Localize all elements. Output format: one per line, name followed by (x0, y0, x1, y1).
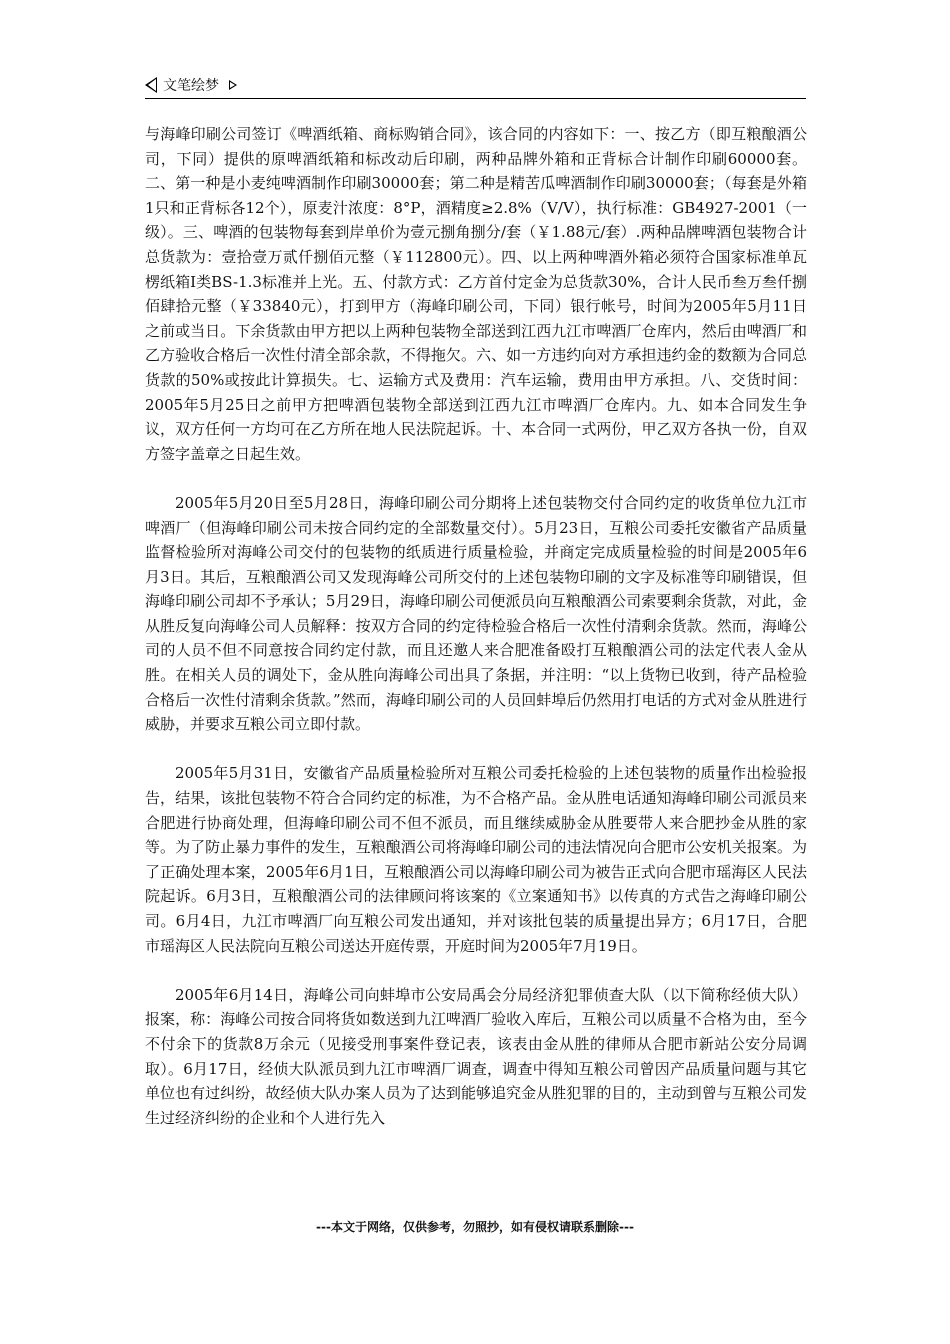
paragraph-police-report: 2005年6月14日，海峰公司向蚌埠市公安局禹会分局经济犯罪侦查大队（以下简称经侦大队）报案，称：海峰公司按合同将货如数送到九江啤酒厂验收入库后，互粮公司以质量不合格为由，至今不付余下的货款8万余元（见接受刑事案件登记表，该表由金从胜的律师从合肥市新站公安分局调取）。6月17日，经侦大队派员到九江市啤酒厂调查，调查中得知互粮公司曾因产品质量问题与其它单位也有过纠纷，故经侦大队办案人员为了达到能够追究金从胜犯罪的目的，主动到曾与互粮公司发生过经济纠纷的企业和个人进行先入 (145, 985, 807, 1127)
paragraph-delivery: 2005年5月20日至5月28日，海峰印刷公司分期将上述包装物交付合同约定的收货单位九江市啤酒厂（但海峰印刷公司未按合同约定的全部数量交付）。5月23日，互粮公司委托安徽省产品质量监督检验所对海峰公司交付的包装物的纸质进行质量检验，并商定完成质量检验的时间是2005年6月3日。其后，互粮酿酒公司又发现海峰公司所交付的上述包装物印刷的文字及标准等印刷错误，但海峰印刷公司却不予承认；5月29日，海峰印刷公司便派员向互粮酿酒公司索要剩余货款，对此，金从胜反复向海峰公司人员解释：按双方合同的约定待检验合格后一次性付清剩余货款。然而，海峰公司的人员不但不同意按合同约定付款，而且还邀人来合肥准备殴打互粮酿酒公司的法定代表人金从胜。在相关人员的调处下，金从胜向海峰公司出具了条据，并注明：“以上货物已收到，待产品检验合格后一次性付清剩余货款。”然而，海峰印刷公司的人员回蚌埠后仍然用打电话的方式对金从胜进行威胁，并要求互粮公司立即付款。 (145, 493, 807, 734)
document-body (145, 122, 807, 1155)
paragraph-contract-terms: 与海峰印刷公司签订《啤酒纸箱、商标购销合同》，该合同的内容如下：一、按乙方（即互粮酿酒公司，下同）提供的原啤酒纸箱和标改动后印刷，两种品牌外箱和正背标合计制作印刷60000套。二、第一种是小麦纯啤酒制作印刷30000套；第二种是精苦瓜啤酒制作印刷30000套；（每套是外箱1只和正背标各12个），原麦汁浓度：8°P，酒精度≥2.8%（V/V），执行标准：GB4927-2001（一级）。三、啤酒的包装物每套到岸单价为壹元捌角捌分/套（￥1.88元/套）.两种品牌啤酒包装物合计总货款为：壹拾壹万贰仟捌佰元整（￥112800元）。四、以上两种啤酒外箱必须符合国家标准单瓦楞纸箱Ⅰ类BS-1.3标准并上光。五、付款方式：乙方首付定金为总货款30%，合计人民币叁万叁仟捌佰肆拾元整（￥33840元），打到甲方（海峰印刷公司，下同）银行帐号，时间为2005年5月11日之前或当日。下余货款由甲方把以上两种包装物全部送到江西九江市啤酒厂仓库内，然后由啤酒厂和乙方验收合格后一次性付清全部余款，不得拖欠。六、如一方违约向对方承担违约金的数额为合同总货款的50%或按此计算损失。七、运输方式及费用：汽车运输，费用由甲方承担。八、交货时间：2005年5月25日之前甲方把啤酒包装物全部送到江西九江市啤酒厂仓库内。九、如本合同发生争议，双方任何一方均可在乙方所在地人民法院起诉。十、本合同一式两份，甲乙双方各执一份，自双方签字盖章之日起生效。 (145, 125, 807, 463)
triangle-left-icon (145, 77, 157, 93)
page-header (145, 72, 806, 99)
header-title: 文笔绘梦 (163, 78, 219, 94)
triangle-right-icon (229, 80, 237, 90)
page-footer: ---本文于网络，仅供参考，勿照抄，如有侵权请联系删除--- (316, 1220, 634, 1234)
paragraph-inspection: 2005年5月31日，安徽省产品质量检验所对互粮公司委托检验的上述包装物的质量作出检验报告，结果，该批包装物不符合合同约定的标准，为不合格产品。金从胜电话通知海峰印刷公司派员来合肥进行协商处理，但海峰印刷公司不但不派员，而且继续威胁金从胜要带人来合肥抄金从胜的家等。为了防止暴力事件的发生，互粮酿酒公司将海峰印刷公司的违法情况向合肥市公安机关报案。为了正确处理本案，2005年6月1日，互粮酿酒公司以海峰印刷公司为被告正式向合肥市瑶海区人民法院起诉。6月3日，互粮酿酒公司的法律顾问将该案的《立案通知书》以传真的方式告之海峰印刷公司。6月4日，九江市啤酒厂向互粮公司发出通知，并对该批包装的质量提出异方；6月17日，合肥市瑶海区人民法院向互粮公司送达开庭传票，开庭时间为2005年7月19日。 (145, 764, 807, 955)
